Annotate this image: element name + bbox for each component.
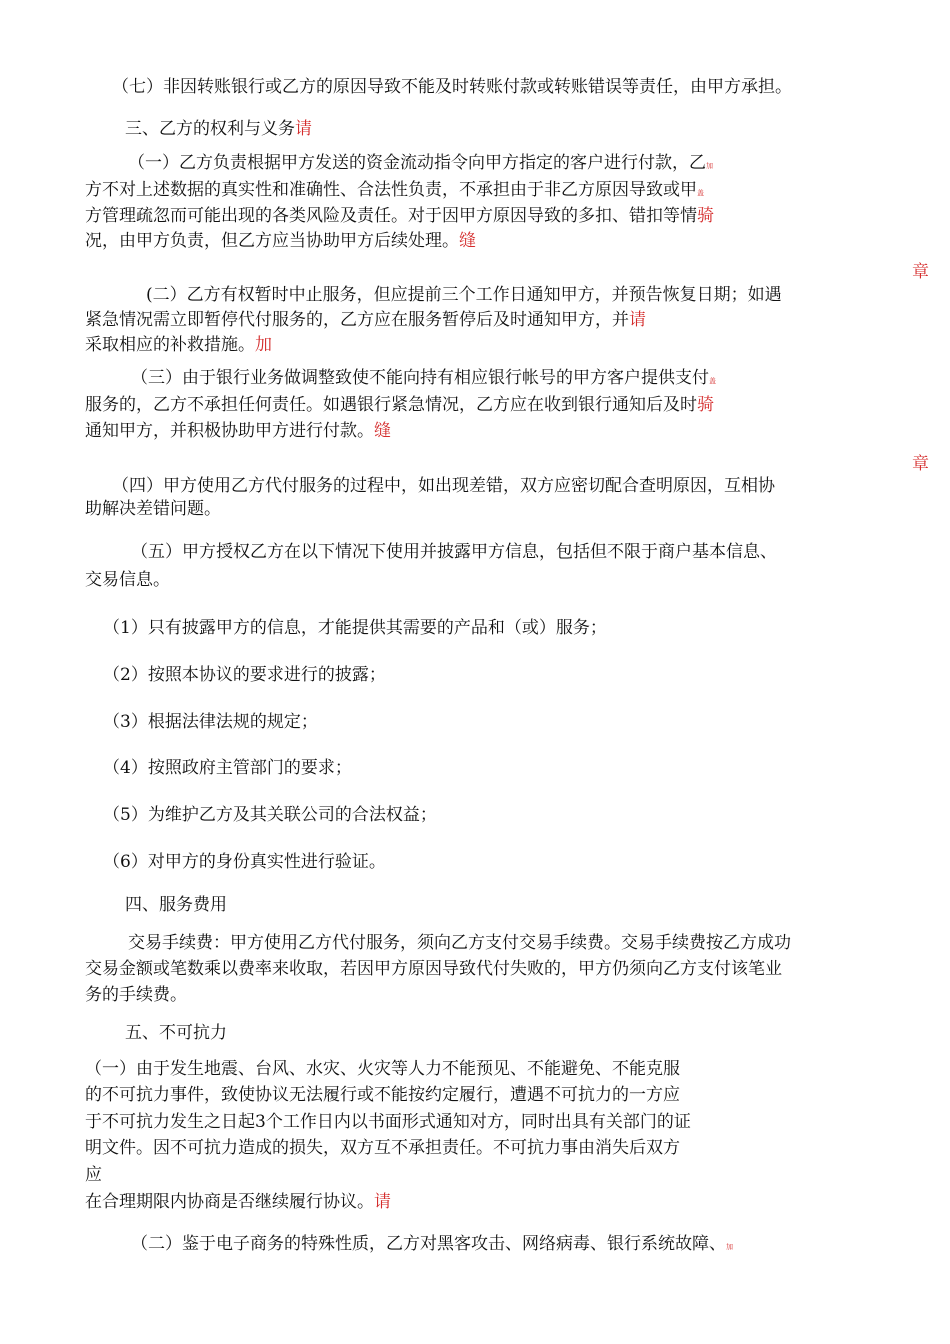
seal-mark-qi: 骑 xyxy=(697,395,714,415)
list-item: （1）只有披露甲方的信息，才能提供其需要的产品和（或）服务； xyxy=(103,618,607,638)
paragraph-line: 在合理期限内协商是否继续履行协议。请 xyxy=(85,1192,391,1212)
list-item: （3）根据法律法规的规定； xyxy=(103,712,318,732)
paragraph-line: 方不对上述数据的真实性和准确性、合法性负责，不承担由于非乙方原因导致或甲盖 xyxy=(85,180,704,200)
seal-mark-gai: 盖 xyxy=(709,377,716,385)
paragraph-line: 交易金额或笔数乘以费率来收取，若因甲方原因导致代付失败的，甲方仍须向乙方支付该笔业 xyxy=(85,959,782,979)
seal-mark-jia: 加 xyxy=(255,335,272,355)
seal-mark-qing: 请 xyxy=(629,310,646,330)
paragraph-line: 方管理疏忽而可能出现的各类风险及责任。对于因甲方原因导致的多扣、错扣等情骑 xyxy=(85,206,714,226)
section-4-heading: 四、服务费用 xyxy=(125,895,227,915)
section-5-heading: 五、不可抗力 xyxy=(125,1023,227,1043)
paragraph-line: 服务的，乙方不承担任何责任。如遇银行紧急情况，乙方应在收到银行通知后及时骑 xyxy=(85,395,714,415)
list-item: （2）按照本协议的要求进行的披露； xyxy=(103,665,386,685)
paragraph-line: （三）由于银行业务做调整致使不能向持有相应银行帐号的甲方客户提供支付盖 xyxy=(131,368,716,388)
seal-mark-qing: 请 xyxy=(295,119,312,139)
paragraph-line: （四）甲方使用乙方代付服务的过程中，如出现差错，双方应密切配合查明原因，互相协 xyxy=(112,476,775,496)
seal-mark-zhang: 章 xyxy=(912,262,929,282)
paragraph-line: 紧急情况需立即暂停代付服务的，乙方应在服务暂停后及时通知甲方，并请 xyxy=(85,310,646,330)
seal-mark-gai: 盖 xyxy=(697,189,704,197)
paragraph-line: （五）甲方授权乙方在以下情况下使用并披露甲方信息，包括但不限于商户基本信息、 xyxy=(131,542,777,562)
paragraph-line: 应 xyxy=(85,1165,102,1185)
paragraph-line: 采取相应的补救措施。加 xyxy=(85,335,272,355)
seal-mark-qing: 请 xyxy=(374,1192,391,1212)
paragraph-line: 交易信息。 xyxy=(85,570,170,590)
clause-3-7: （七）非因转账银行或乙方的原因导致不能及时转账付款或转账错误等责任，由甲方承担。 xyxy=(112,77,792,97)
paragraph-line: 于不可抗力发生之日起3个工作日内以书面形式通知对方，同时出具有关部门的证 xyxy=(85,1112,691,1132)
seal-mark-feng: 缝 xyxy=(374,421,391,441)
list-item: （5）为维护乙方及其关联公司的合法权益； xyxy=(103,805,437,825)
paragraph-line: 务的手续费。 xyxy=(85,985,187,1005)
paragraph-line: 通知甲方，并积极协助甲方进行付款。缝 xyxy=(85,421,391,441)
paragraph-line: (二）乙方有权暂时中止服务，但应提前三个工作日通知甲方，并预告恢复日期；如遇 xyxy=(146,285,782,305)
seal-mark-feng: 缝 xyxy=(459,231,476,251)
seal-mark-jia: 加 xyxy=(726,1243,733,1251)
paragraph-line: 交易手续费：甲方使用乙方代付服务，须向乙方支付交易手续费。交易手续费按乙方成功 xyxy=(128,933,791,953)
section-3-heading: 三、乙方的权利与义务请 xyxy=(125,119,312,139)
paragraph-line: （一）由于发生地震、台风、水灾、火灾等人力不能预见、不能避免、不能克服 xyxy=(85,1059,680,1079)
list-item: （4）按照政府主管部门的要求； xyxy=(103,758,352,778)
paragraph-line: 助解决差错问题。 xyxy=(85,499,221,519)
seal-mark-jia: 加 xyxy=(706,162,713,170)
paragraph-line: （二）鉴于电子商务的特殊性质，乙方对黑客攻击、网络病毒、银行系统故障、加 xyxy=(131,1234,733,1254)
paragraph-line: 明文件。因不可抗力造成的损失，双方互不承担责任。不可抗力事由消失后双方 xyxy=(85,1138,680,1158)
seal-mark-qi: 骑 xyxy=(697,206,714,226)
paragraph-line: 况，由甲方负责，但乙方应当协助甲方后续处理。缝 xyxy=(85,231,476,251)
seal-mark-zhang: 章 xyxy=(912,454,929,474)
paragraph-line: 的不可抗力事件，致使协议无法履行或不能按约定履行，遭遇不可抗力的一方应 xyxy=(85,1085,680,1105)
paragraph-line: （一）乙方负责根据甲方发送的资金流动指令向甲方指定的客户进行付款，乙加 xyxy=(128,153,713,173)
list-item: （6）对甲方的身份真实性进行验证。 xyxy=(103,852,386,872)
